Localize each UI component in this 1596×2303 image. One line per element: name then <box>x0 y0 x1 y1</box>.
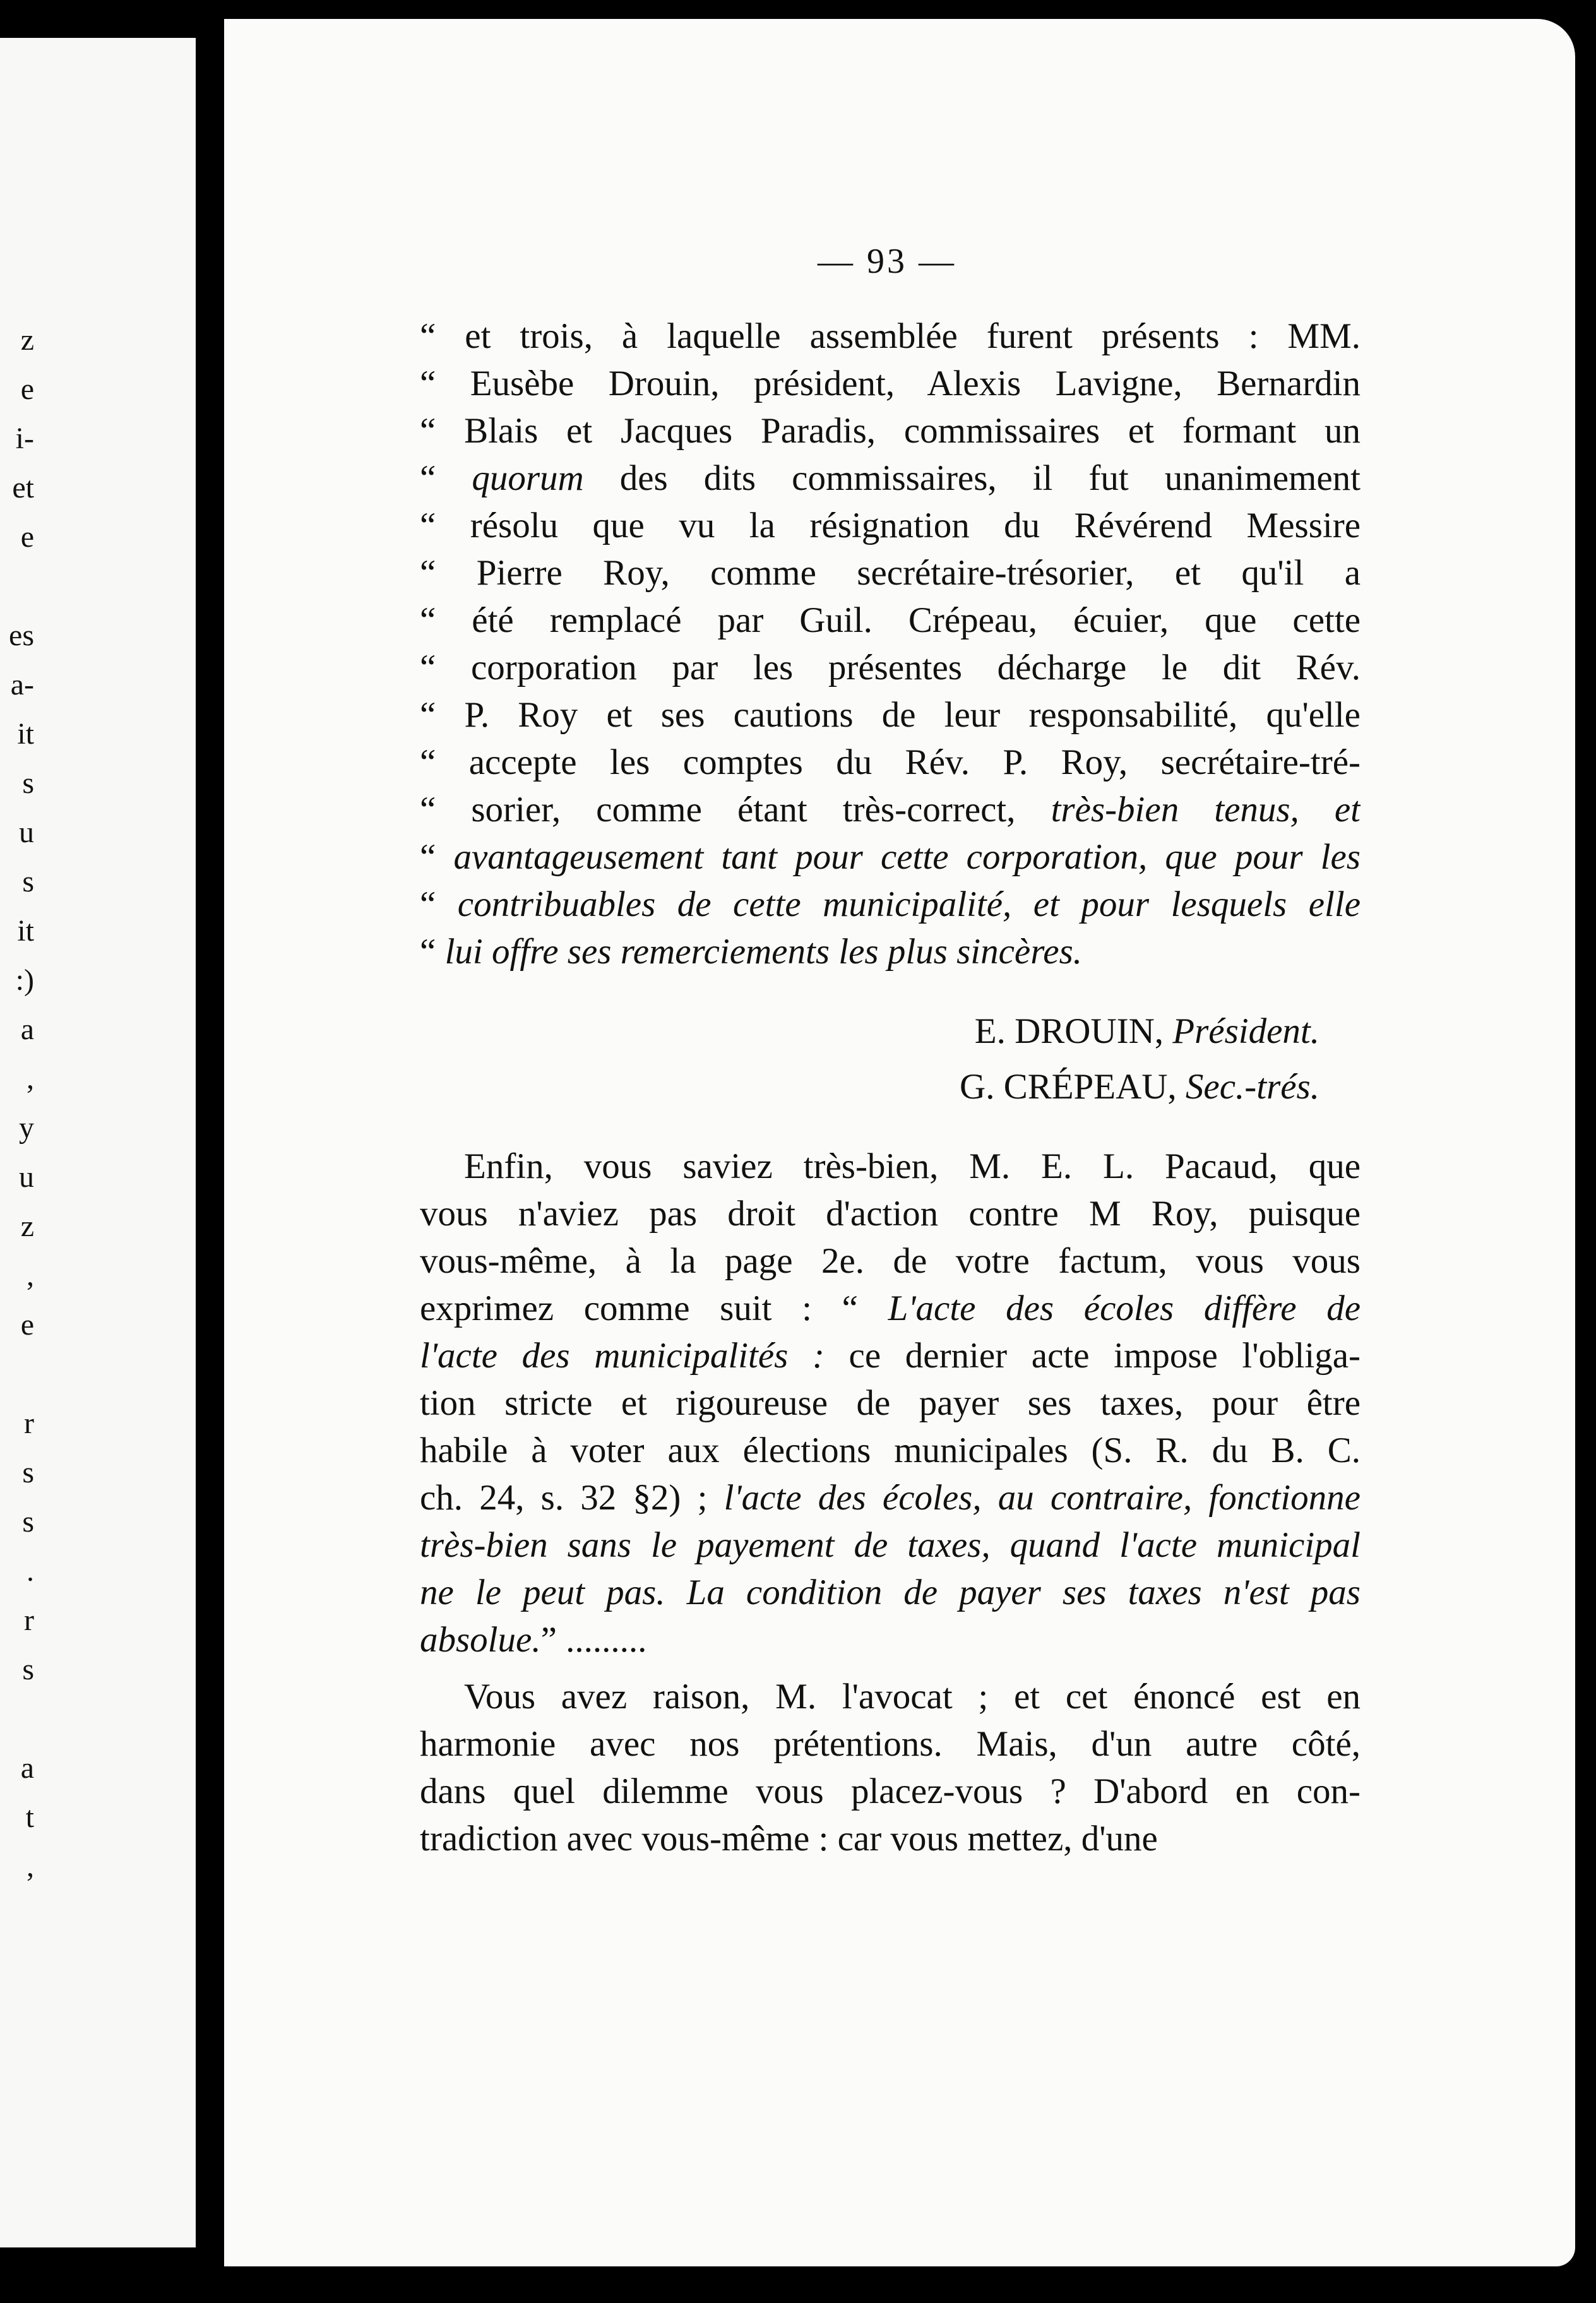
line-italic-text: absolue. <box>420 1620 541 1660</box>
text-line <box>420 739 1361 786</box>
text-line <box>420 1768 1361 1815</box>
text-line <box>420 597 1361 644</box>
left-fragment: e <box>20 372 34 406</box>
left-fragment: u <box>19 1160 34 1194</box>
text-line <box>420 1427 1361 1474</box>
left-fragment: z <box>20 323 34 357</box>
text-line <box>420 407 1361 455</box>
left-fragment: it <box>17 717 34 751</box>
paragraph-vous-avez-raison <box>420 1673 1361 1862</box>
paragraph-enfin <box>420 1143 1361 1663</box>
left-fragment: :) <box>15 963 34 997</box>
line-italic-text: avantageusement tant pour cette corporation, que pour les <box>453 837 1361 877</box>
left-fragment <box>0 1350 38 1399</box>
line-text: vous n'aviez pas droit d'action contre M Roy, puisque <box>420 1194 1361 1234</box>
line-text: “ <box>420 837 454 877</box>
text-line <box>420 1815 1361 1862</box>
line-text: “ été remplacé par Guil. Crépeau, écuier, que cette <box>420 600 1361 640</box>
left-fragment: i- <box>15 422 34 455</box>
text-line <box>420 312 1361 360</box>
text-line <box>420 691 1361 739</box>
left-fragment: , <box>27 1062 34 1095</box>
line-text: dans quel dilemme vous placez-vous ? D'abord en con- <box>420 1771 1361 1811</box>
left-fragment: r <box>24 1407 34 1440</box>
text-line <box>420 1616 1361 1663</box>
left-fragment: a- <box>10 668 34 701</box>
text-line <box>420 502 1361 549</box>
line-text: habile à voter aux élections municipales (S. R. du B. C. <box>420 1431 1361 1470</box>
text-line <box>420 881 1361 928</box>
line-text: tion stricte et rigoureuse de payer ses taxes, pour être <box>420 1383 1361 1423</box>
line-italic-text: ne le peut pas. La condition de payer ses taxes n'est pas <box>420 1573 1361 1612</box>
line-text: ch. 24, s. 32 §2) ; <box>420 1478 724 1518</box>
left-fragment <box>0 562 38 611</box>
left-fragment: e <box>20 520 34 554</box>
left-fragment: et <box>12 471 34 504</box>
signature-line <box>420 1059 1319 1115</box>
line-text: “ <box>420 884 458 924</box>
line-text: “ <box>420 932 445 972</box>
text-line <box>420 1673 1361 1720</box>
line-text: “ sorier, comme étant très-correct, <box>420 790 1051 830</box>
left-fragment: e <box>20 1308 34 1342</box>
left-fragment: s <box>22 1505 34 1538</box>
line-italic-text: contribuables de cette municipalité, et pour lesquels elle <box>457 884 1361 924</box>
text-line <box>420 1237 1361 1285</box>
left-page-edge <box>0 38 196 2247</box>
text-line <box>420 455 1361 502</box>
line-rest-text: des dits commissaires, il fut unanimement <box>583 458 1361 498</box>
line-text: tradiction avec vous-même : car vous mettez, d'une <box>420 1819 1158 1859</box>
line-text: “ Pierre Roy, comme secrétaire-trésorier, et qu'il a <box>420 553 1361 593</box>
left-fragment: t <box>25 1800 34 1834</box>
line-rest-text: ” ......... <box>540 1620 647 1660</box>
left-fragment: r <box>24 1604 34 1637</box>
signature-block <box>420 1004 1319 1115</box>
signature-title: Sec.-trés. <box>1185 1067 1319 1107</box>
line-text: “ Eusèbe Drouin, président, Alexis Lavigne, Bernardin <box>420 364 1361 403</box>
line-italic-text: l'acte des municipalités : <box>420 1336 825 1376</box>
line-text: “ Blais et Jacques Paradis, commissaires et formant un <box>420 411 1361 451</box>
left-fragment: , <box>27 1850 34 1883</box>
signature-name: G. CRÉPEAU, <box>960 1067 1186 1107</box>
line-rest-text: ce dernier acte impose l'obliga- <box>824 1336 1361 1376</box>
line-text: harmonie avec nos prétentions. Mais, d'un autre côté, <box>420 1724 1361 1764</box>
left-fragment: es <box>9 619 34 652</box>
line-text: “ P. Roy et ses cautions de leur responsabilité, qu'elle <box>420 695 1361 735</box>
signature-line <box>420 1004 1319 1059</box>
left-fragment: s <box>22 1653 34 1686</box>
text-line <box>420 1474 1361 1521</box>
quoted-resolution <box>420 312 1361 975</box>
left-fragment: u <box>19 816 34 849</box>
left-fragment: a <box>20 1751 34 1785</box>
text-line <box>420 928 1361 975</box>
left-fragment: , <box>27 1259 34 1292</box>
line-text: “ résolu que vu la résignation du Révérend Messire <box>420 506 1361 545</box>
left-fragment: z <box>20 1210 34 1243</box>
text-line <box>420 833 1361 881</box>
text-line <box>420 644 1361 691</box>
text-line <box>420 1379 1361 1427</box>
line-text: exprimez comme suit : “ <box>420 1288 888 1328</box>
text-line <box>420 549 1361 597</box>
signature-title: Président. <box>1172 1011 1319 1051</box>
line-text: vous-même, à la page 2e. de votre factum, vous vous <box>420 1241 1361 1281</box>
left-page-text-fragments <box>0 316 38 1891</box>
line-italic-text: quorum <box>472 458 584 498</box>
text-line <box>420 1332 1361 1379</box>
text-line <box>420 1569 1361 1616</box>
left-fragment: it <box>17 914 34 948</box>
line-italic-text: l'acte des écoles, au contraire, fonctionne <box>724 1478 1361 1518</box>
line-italic-text: L'acte des écoles diffère de <box>888 1288 1361 1328</box>
text-line <box>420 1143 1361 1190</box>
line-text: “ et trois, à laquelle assemblée furent présents : MM. <box>420 316 1361 356</box>
text-line <box>420 1190 1361 1237</box>
page-number: — 93 — <box>818 242 956 281</box>
left-fragment <box>0 1694 38 1744</box>
text-line <box>420 1285 1361 1332</box>
left-fragment: y <box>19 1111 34 1145</box>
text-line <box>420 786 1361 833</box>
line-italic-text: très-bien tenus, et <box>1051 790 1361 830</box>
signature-name: E. DROUIN, <box>974 1011 1173 1051</box>
left-fragment: s <box>22 865 34 898</box>
line-text: “ corporation par les présentes décharge le dit Rév. <box>420 648 1361 687</box>
line-italic-text: lui offre ses remerciements les plus sincères. <box>444 932 1083 972</box>
line-text: “ <box>420 458 472 498</box>
left-fragment: s <box>22 766 34 800</box>
text-line <box>420 1521 1361 1569</box>
left-fragment: s <box>22 1456 34 1489</box>
line-text: Vous avez raison, M. l'avocat ; et cet énoncé est en <box>464 1677 1361 1717</box>
line-italic-text: très-bien sans le payement de taxes, quand l'acte municipal <box>420 1525 1361 1565</box>
left-fragment: . <box>27 1554 34 1588</box>
text-line <box>420 360 1361 407</box>
text-line <box>420 1720 1361 1768</box>
line-text: Enfin, vous saviez très-bien, M. E. L. Pacaud, que <box>464 1146 1361 1186</box>
line-text: “ accepte les comptes du Rév. P. Roy, secrétaire-tré- <box>420 742 1361 782</box>
left-fragment: a <box>20 1013 34 1046</box>
